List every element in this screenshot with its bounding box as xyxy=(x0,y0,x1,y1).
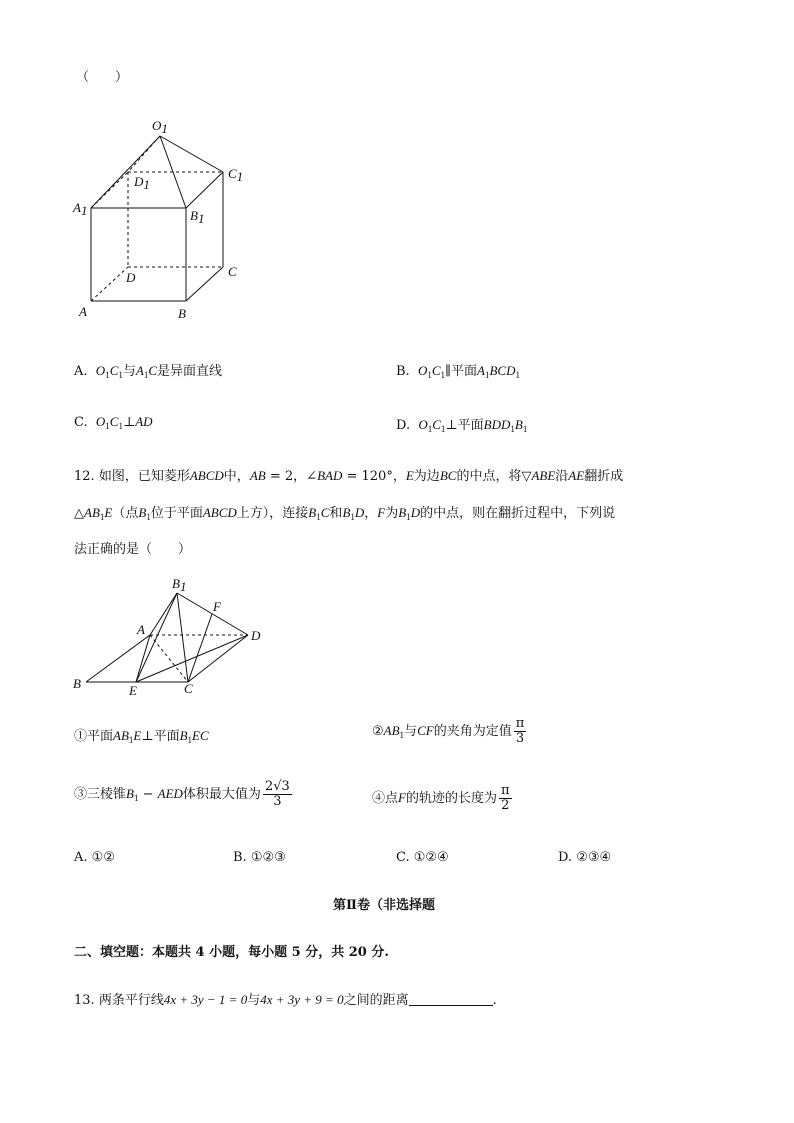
q11-option-b: B. $O_1C_1\parallel$平面$A_1BCD_1$ xyxy=(396,363,520,380)
label-c1: C1 xyxy=(228,166,244,184)
q13-answer-blank[interactable] xyxy=(409,993,493,1006)
q12-figure xyxy=(70,574,270,698)
seg-ac-hidden xyxy=(150,635,188,682)
q11-option-c: C. $O_1C_1\perp AD$ xyxy=(74,414,153,431)
seg-b1c xyxy=(177,593,188,682)
q12-stem-line2: $\triangle AB_1E$（点$B_1$位于平面ABCD上方），连接$B_1C$和$B_1D$，F为$B_1D$的中点，则在翻折过程中，下列说 xyxy=(74,505,616,522)
edge-ad-hidden xyxy=(91,267,128,301)
label-c: C xyxy=(184,681,193,696)
edge-a1d1-hidden xyxy=(91,172,128,208)
section-title: 第Ⅱ卷（非选择题 xyxy=(333,898,435,913)
q12-choice-c: C. ①②④ xyxy=(396,850,449,865)
label-b1: B1 xyxy=(190,208,205,226)
seg-cf xyxy=(188,614,212,682)
q12-choice-a: A. ①② xyxy=(74,850,115,865)
q11-answer-paren: （ ） xyxy=(76,70,129,85)
q12-stem-line1: 12. 如图，已知菱形ABCD中，AB = 2，∠BAD = 120°，E为边BC的中点，将▽ABE沿AE翻折成 xyxy=(74,468,624,484)
label-d1: D1 xyxy=(134,174,150,192)
label-a: A xyxy=(137,622,145,637)
label-d: D xyxy=(126,270,136,285)
label-b: B xyxy=(178,306,186,321)
q12-statement-2: $②AB_1$与CF的夹角为定值 $\frac{\pi}{3}$ xyxy=(372,716,525,746)
label-c: C xyxy=(228,264,237,279)
q12-statement-4: ④点F的轨迹的长度为 $\frac{\pi}{2}$ xyxy=(372,783,510,813)
q12-choice-b: B. ①②③ xyxy=(233,850,286,865)
edge-o1d1-hidden xyxy=(128,136,160,172)
q12-choice-d: D. ②③④ xyxy=(558,850,612,865)
label-b1: B1 xyxy=(172,576,187,594)
q12-statement-3: ③三棱锥$B_1$ − AED体积最大值为 $\frac{2√3}{3}$ xyxy=(74,779,290,809)
q11-option-d: D. $O_1C_1\perp$平面$BDD_1B_1$ xyxy=(396,417,528,434)
label-f: F xyxy=(213,599,221,614)
q12-statement-1: ①平面$AB_1E\perp$平面$B_1EC$ xyxy=(74,728,209,745)
label-o1: O1 xyxy=(152,118,168,136)
label-b: B xyxy=(73,676,81,691)
q11-option-a: A. $O_1C_1$与$A_1C$是异面直线 xyxy=(74,363,223,380)
edge-o1a1 xyxy=(91,136,160,208)
q13-stem: 13. 两条平行线4x + 3y − 1 = 0与4x + 3y + 9 = 0之间的距离 . xyxy=(74,992,497,1008)
edge-bc xyxy=(186,267,223,301)
seg-ba xyxy=(86,635,150,682)
edge-b1c1 xyxy=(186,172,223,208)
q11-figure xyxy=(70,112,260,327)
seg-ed xyxy=(136,635,248,682)
seg-ae xyxy=(136,635,150,682)
label-d: D xyxy=(251,628,261,643)
seg-b1a xyxy=(150,593,177,635)
label-a: A xyxy=(79,304,87,319)
q12-stem-line3: 法正确的是（ ） xyxy=(74,542,192,557)
edge-o1c1 xyxy=(160,136,223,172)
seg-b1e xyxy=(136,593,177,682)
label-a1: A1 xyxy=(73,200,88,218)
seg-cd xyxy=(188,635,248,682)
fill-in-section-heading: 二、填空题：本题共 4 小题，每小题 5 分，共 20 分. xyxy=(74,945,389,960)
label-e: E xyxy=(129,683,137,698)
